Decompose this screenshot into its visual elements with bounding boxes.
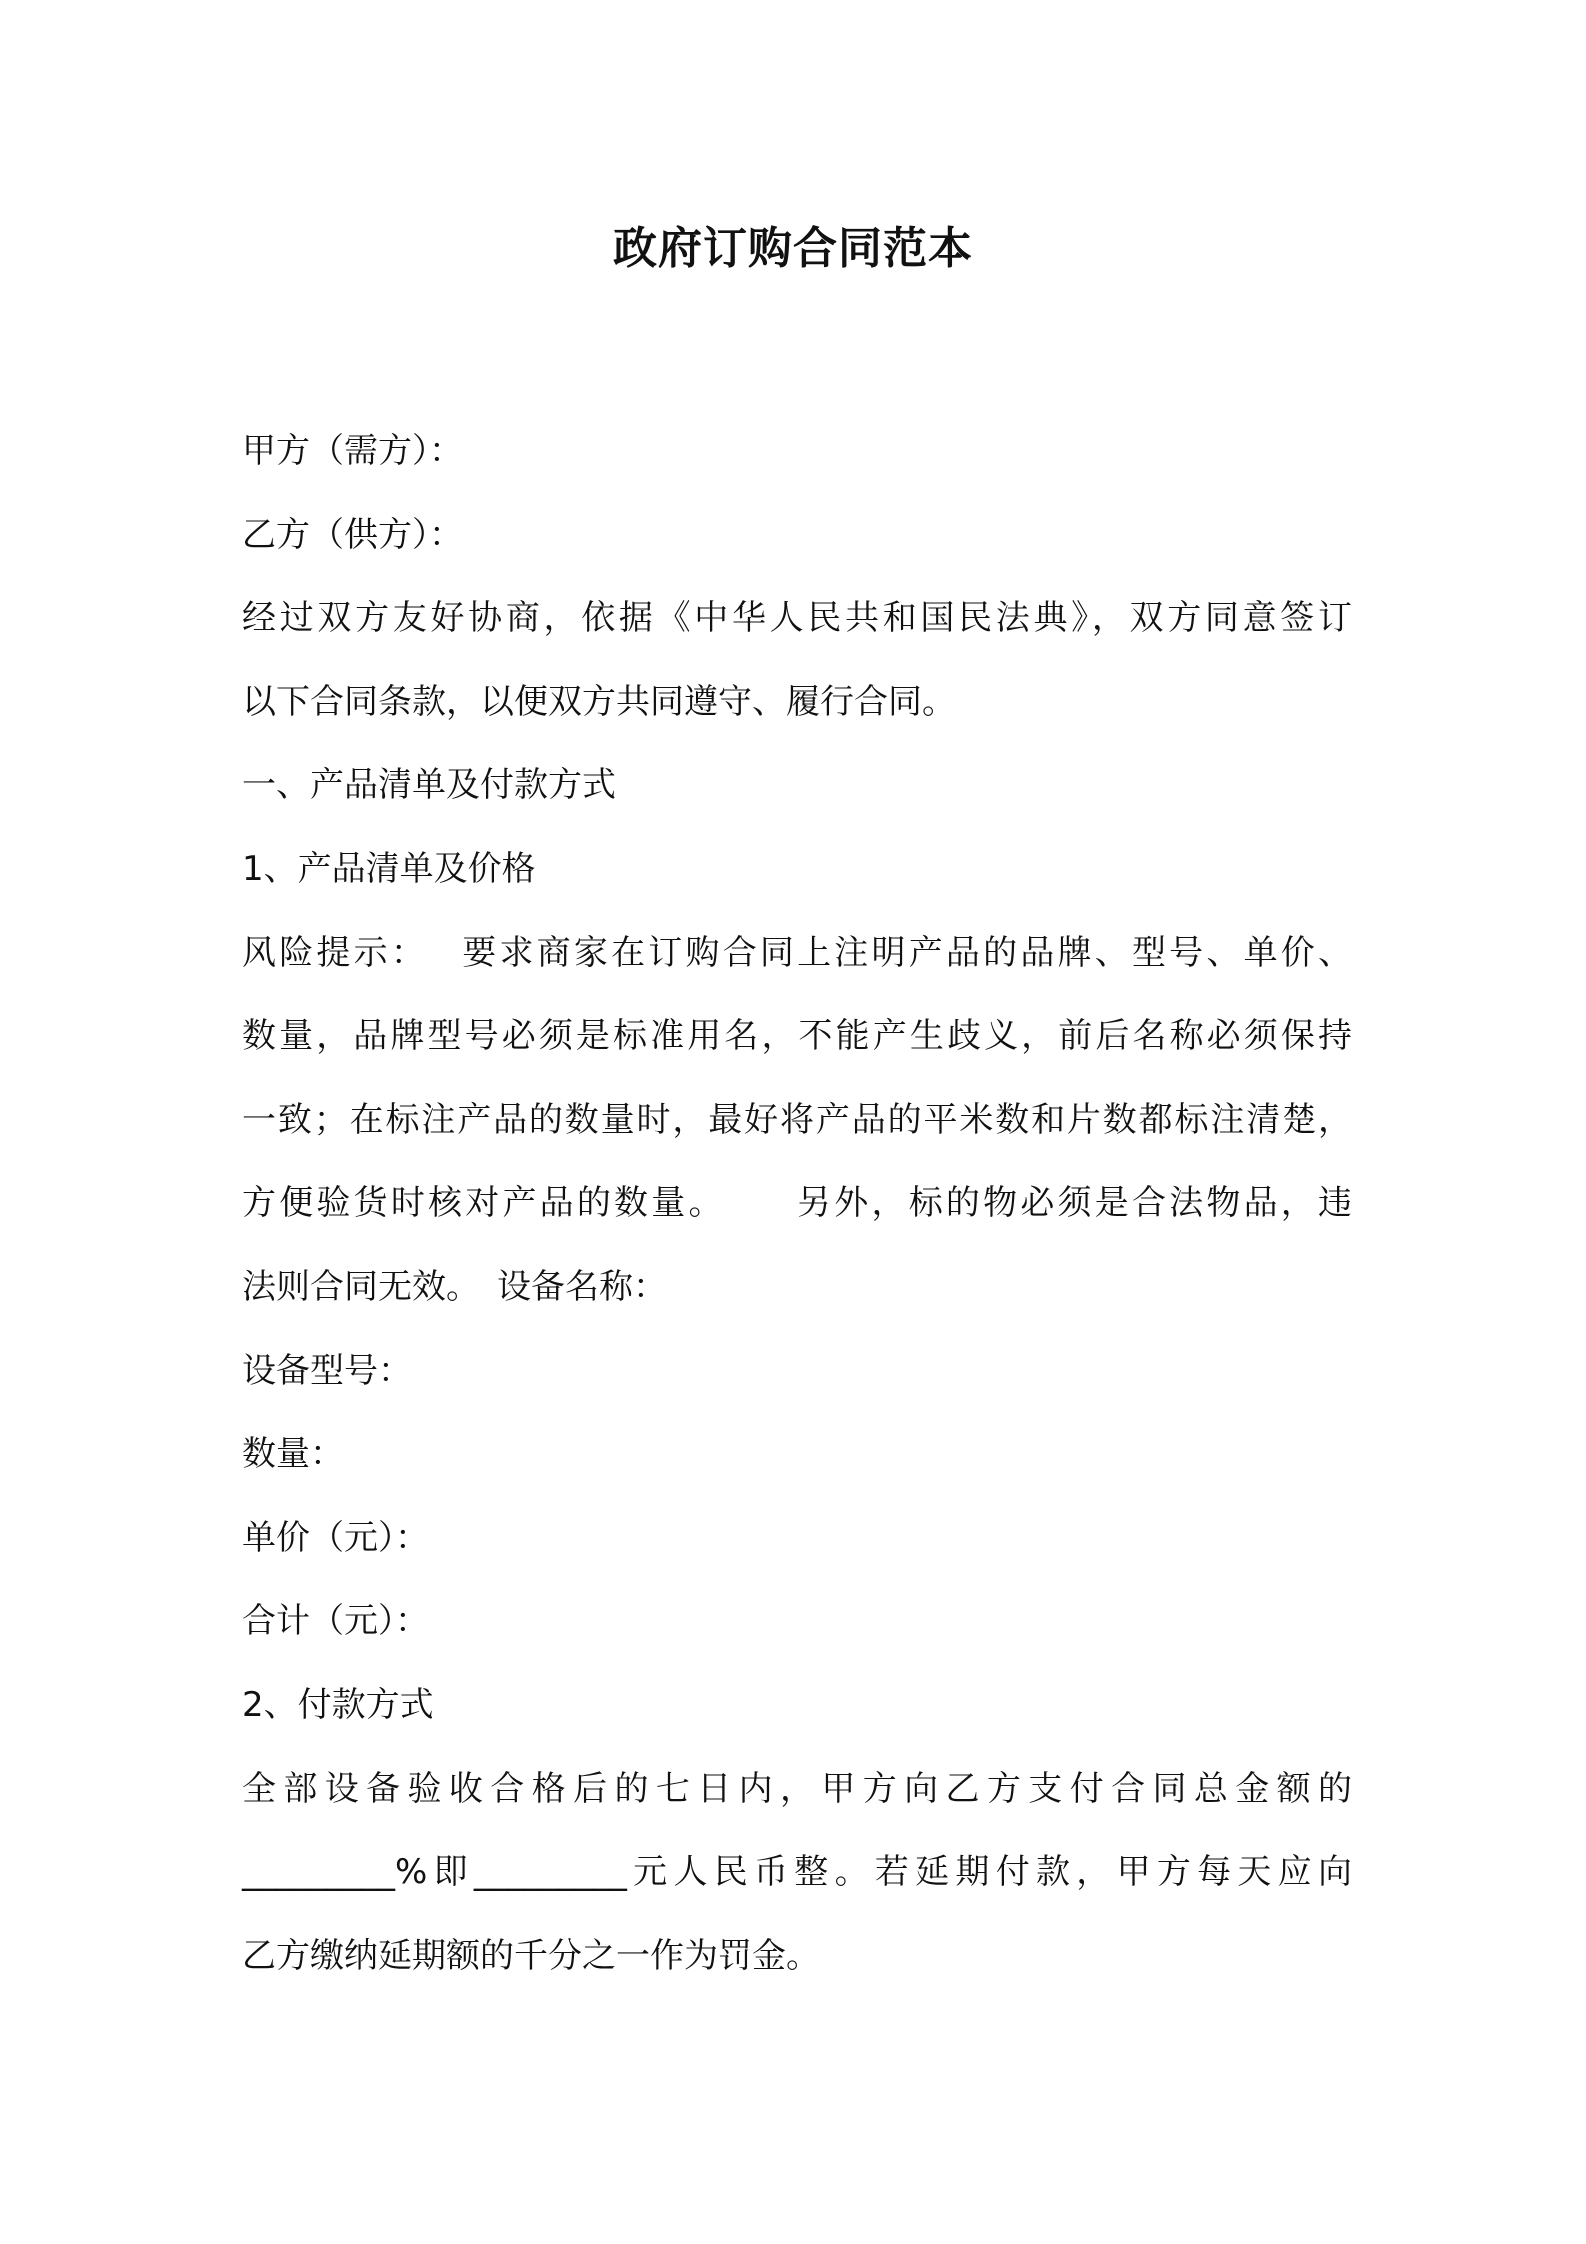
risk-notice-line-2: 数量，品牌型号必须是标准用名，不能产生歧义，前后名称必须保持 <box>242 1016 1352 1057</box>
document-title: 政府订购合同范本 <box>613 223 973 274</box>
risk-notice-line-1: 风险提示： 要求商家在订购合同上注明产品的品牌、型号、单价、 <box>242 932 1352 973</box>
party-a-line: 甲方（需方）： <box>242 431 463 471</box>
payment-line-1: 全部设备验收合格后的七日内，甲方向乙方支付合同总金额的 <box>242 1768 1352 1809</box>
field-quantity: 数量： <box>242 1434 344 1475</box>
field-device-model: 设备型号： <box>242 1350 412 1391</box>
document-body <box>242 410 1352 1998</box>
risk-notice-line-4: 方便验货时核对产品的数量。 另外，标的物必须是合法物品，违 <box>242 1183 1352 1224</box>
field-unit-price: 单价（元）： <box>242 1517 429 1558</box>
payment-line-3: 乙方缴纳延期额的千分之一作为罚金。 <box>242 1935 820 1976</box>
field-total: 合计（元）： <box>242 1601 429 1642</box>
risk-notice-line-3: 一致；在标注产品的数量时，最好将产品的平米数和片数都标注清楚， <box>242 1099 1352 1140</box>
payment-line-2: _________%即_________元人民币整。若延期付款，甲方每天应向 <box>242 1852 1352 1893</box>
section-1-heading: 一、产品清单及付款方式 <box>242 765 616 806</box>
subsection-1-heading: 1、产品清单及价格 <box>242 848 536 889</box>
risk-notice-line-5: 法则合同无效。 设备名称： <box>242 1266 667 1307</box>
intro-line-2: 以下合同条款，以便双方共同遵守、履行合同。 <box>242 681 956 722</box>
party-b-line: 乙方（供方）： <box>242 514 463 555</box>
intro-line-1: 经过双方友好协商，依据《中华人民共和国民法典》，双方同意签订 <box>242 598 1352 639</box>
subsection-2-heading: 2、付款方式 <box>242 1684 434 1725</box>
